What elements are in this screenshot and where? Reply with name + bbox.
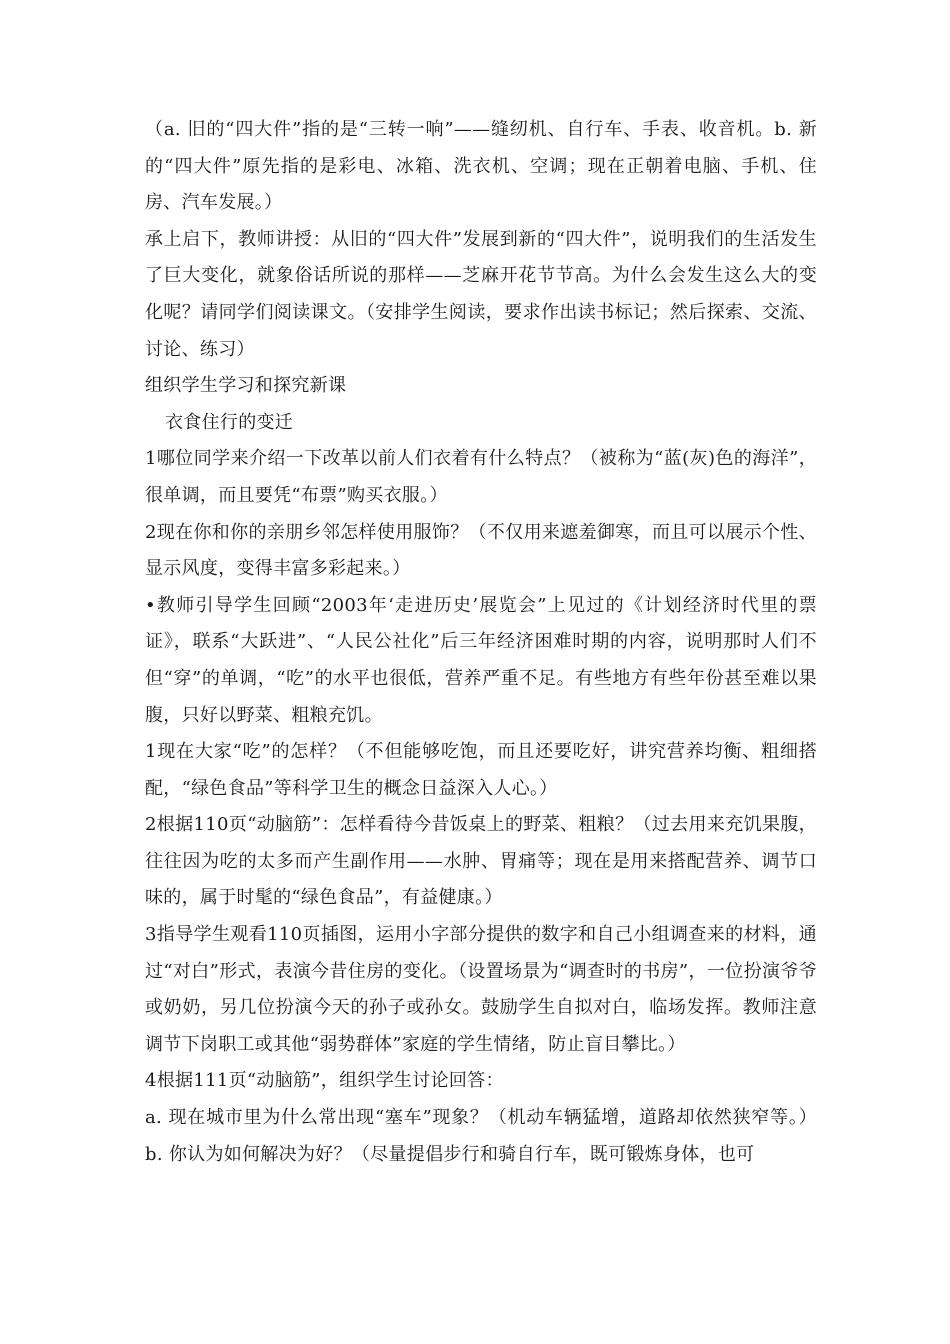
paragraph-housing-performance: 3指导学生观看110页插图，运用小字部分提供的数字和自己小组调查来的材料，通过“对白”形式，表演今昔住房的变化。（设置场景为“调查时的书房”，一位扮演爷爷或奶奶，另几位扮演今天的孙子或孙女。鼓励学生自拟对白，临场发挥。教师注意调节下岗职工或其他“弱势群体”家庭的学生情绪，防止盲目攀比。） (145, 924, 817, 1055)
section-heading-new-lesson: 组织学生学习和探究新课 (145, 375, 347, 397)
paragraph-traffic-question: a. 现在城市里为什么常出现“塞车”现象？（机动车辆猛增，道路却依然狭窄等。）b. 你认为如何解决为好？（尽量提倡步行和骑自行车，既可锻炼身体，也可 (145, 1107, 817, 1165)
document-body (145, 112, 817, 1173)
paragraph-four-items-answer: （a. 旧的“四大件”指的是“三转一响”——缝纫机、自行车、手表、收音机。b. 新的“四大件”原先指的是彩电、冰箱、洗衣机、空调；现在正朝着电脑、手机、住房、汽车发展。） (145, 119, 817, 214)
paragraph-teacher-lecture: 承上启下，教师讲授：从旧的“四大件”发展到新的“四大件”，说明我们的生活发生了巨大变化，就象俗话所说的那样——芝麻开花节节高。为什么会发生这么大的变化呢？请同学们阅读课文。（安排学生阅读，要求作出读书标记；然后探索、交流、讨论、练习） (145, 228, 817, 360)
subsection-heading-changes: 衣食住行的变迁 (165, 411, 294, 433)
paragraph-question-food-now: 1现在大家“吃”的怎样？（不但能够吃饱，而且还要吃好，讲究营养均衡、粗细搭配，“绿色食品”等科学卫生的概念日益深入人心。） (145, 741, 817, 799)
paragraph-teacher-guidance: •教师引导学生回顾“2003年‘走进历史’展览会”上见过的《计划经济时代里的票证》，联系“大跃进”、“人民公社化”后三年经济困难时期的内容，说明那时人们不但“穿”的单调，“吃”的水平也很低，营养严重不足。有些地方有些年份甚至难以果腹，只好以野菜、粗粮充饥。 (145, 594, 817, 726)
paragraph-discussion-intro: 4根据111页“动脑筋”，组织学生讨论回答： (145, 1070, 504, 1092)
paragraph-question-clothing-now: 2现在你和你的亲朋乡邻怎样使用服饰？（不仅用来遮羞御寒，而且可以展示个性、显示风度，变得丰富多彩起来。） (145, 521, 817, 580)
paragraph-question-clothing-before: 1哪位同学来介绍一下改革以前人们衣着有什么特点？（被称为“蓝(灰)色的海洋”，很单调，而且要凭“布票”购买衣服。） (145, 448, 817, 506)
paragraph-question-wild-vegetables: 2根据110页“动脑筋”：怎样看待今昔饭桌上的野菜、粗粮？（过去用来充饥果腹，往往因为吃的太多而产生副作用——水肿、胃痛等；现在是用来搭配营养、调节口味的，属于时髦的“绿色食品”，有益健康。） (145, 814, 817, 909)
